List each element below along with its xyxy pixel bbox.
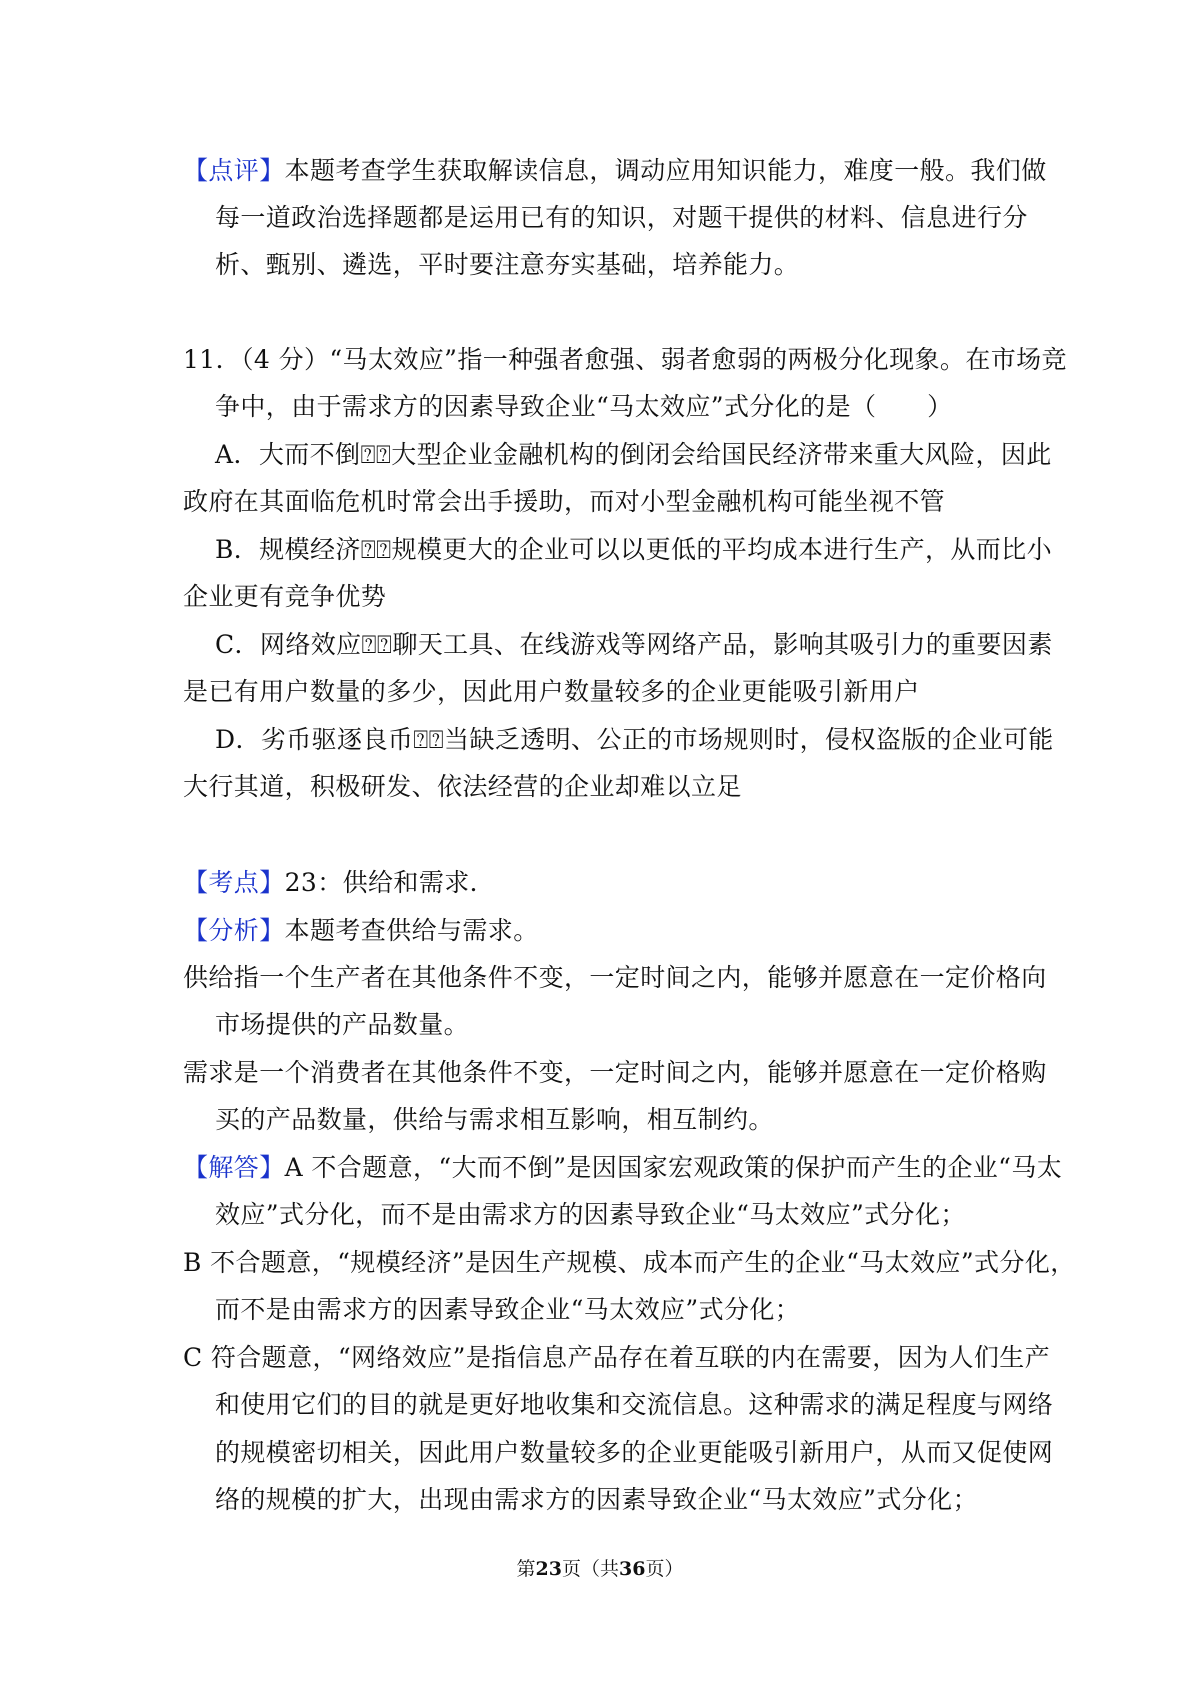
- fenxi-text: 本题考查供给与需求。: [284, 916, 539, 945]
- option-d-line-1: D．劣币驱逐良币⍰⍰当缺乏透明、公正的市场规则时，侵权盗版的企业可能: [215, 725, 1054, 754]
- option-c-line-1: C．网络效应⍰⍰聊天工具、在线游戏等网络产品，影响其吸引力的重要因素: [215, 630, 1053, 659]
- supply-line-2: 市场提供的产品数量。: [215, 1010, 470, 1039]
- jieda-c-line-2: 和使用它们的目的就是更好地收集和交流信息。这种需求的满足程度与网络: [215, 1390, 1054, 1419]
- review-line-2: 每一道政治选择题都是运用已有的知识，对题干提供的材料、信息进行分: [215, 203, 1028, 232]
- review-tag: 【点评】: [183, 156, 285, 185]
- option-b-line-1: B．规模经济⍰⍰规模更大的企业可以以更低的平均成本进行生产，从而比小: [215, 535, 1052, 564]
- question-stem-line-1: 11．（4 分）“马太效应”指一种强者愈强、弱者愈弱的两极分化现象。在市场竞: [183, 345, 1067, 374]
- question-stem-line-2: 争中，由于需求方的因素导致企业“马太效应”式分化的是（ ）: [215, 392, 953, 421]
- footer-prefix: 第: [516, 1558, 536, 1580]
- jieda-a-line-2: 效应”式分化，而不是由需求方的因素导致企业“马太效应”式分化；: [215, 1200, 966, 1229]
- option-d-line-2: 大行其道，积极研发、依法经营的企业却难以立足: [183, 772, 742, 801]
- footer-page-number: 23: [535, 1558, 562, 1580]
- demand-line-1: 需求是一个消费者在其他条件不变，一定时间之内，能够并愿意在一定价格购: [183, 1058, 1047, 1087]
- option-a-line-1: A．大而不倒⍰⍰大型企业金融机构的倒闭会给国民经济带来重大风险，因此: [215, 440, 1052, 469]
- option-c-line-2: 是已有用户数量的多少，因此用户数量较多的企业更能吸引新用户: [183, 677, 920, 706]
- footer-suffix: 页）: [645, 1558, 684, 1580]
- footer-total-pages: 36: [619, 1558, 646, 1580]
- jieda-c-line-3: 的规模密切相关，因此用户数量较多的企业更能吸引新用户，从而又促使网: [215, 1438, 1054, 1467]
- jieda-b-line-1: B 不合题意，“规模经济”是因生产规模、成本而产生的企业“马太效应”式分化，: [183, 1248, 1076, 1277]
- footer-middle: 页（共: [561, 1558, 619, 1580]
- fenxi-line: [183, 914, 539, 948]
- jieda-tag: 【解答】: [183, 1153, 285, 1182]
- jieda-b-line-2: 而不是由需求方的因素导致企业“马太效应”式分化；: [215, 1295, 801, 1324]
- review-line-1: [183, 154, 1047, 188]
- jieda-c-line-1: C 符合题意，“网络效应”是指信息产品存在着互联的内在需要，因为人们生产: [183, 1343, 1051, 1372]
- kaodian-tag: 【考点】: [183, 868, 285, 897]
- option-b-line-2: 企业更有竞争优势: [183, 582, 387, 611]
- supply-line-1: 供给指一个生产者在其他条件不变，一定时间之内，能够并愿意在一定价格向: [183, 963, 1047, 992]
- kaodian-line: [183, 866, 495, 900]
- page-footer: [0, 1556, 1200, 1582]
- jieda-line-1: [183, 1151, 1062, 1185]
- jieda-a-text-1: A 不合题意，“大而不倒”是因国家宏观政策的保护而产生的企业“马太: [284, 1153, 1063, 1182]
- review-text-1: 本题考查学生获取解读信息，调动应用知识能力，难度一般。我们做: [284, 156, 1047, 185]
- kaodian-text: 23：供给和需求．: [284, 868, 496, 897]
- demand-line-2: 买的产品数量，供给与需求相互影响，相互制约。: [215, 1105, 774, 1134]
- review-line-3: 析、甄别、遴选，平时要注意夯实基础，培养能力。: [215, 250, 800, 279]
- jieda-c-line-4: 络的规模的扩大，出现由需求方的因素导致企业“马太效应”式分化；: [215, 1485, 978, 1514]
- fenxi-tag: 【分析】: [183, 916, 285, 945]
- option-a-line-2: 政府在其面临危机时常会出手援助，而对小型金融机构可能坐视不管: [183, 487, 946, 516]
